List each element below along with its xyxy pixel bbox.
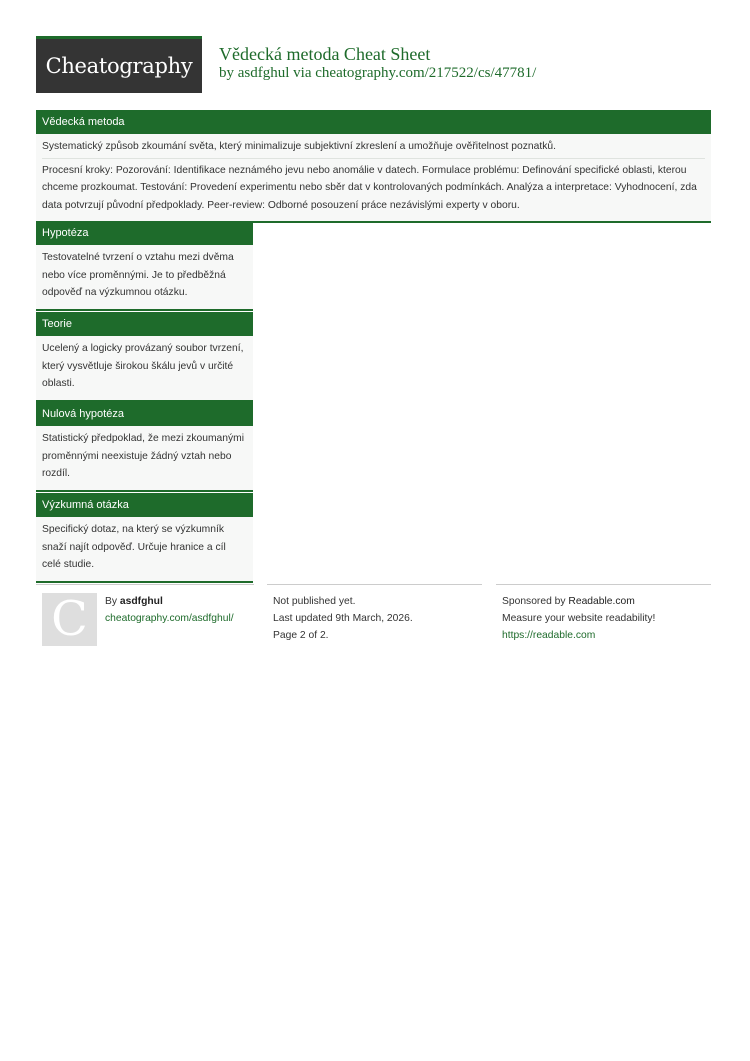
footer-sponsor [496,584,711,644]
sponsor-prefix: Sponsored by [502,596,566,607]
section-row: Specifický dotaz, na který se výzkumník snaží najít odpověď. Určuje hranice a cíl celé studie. [42,524,226,570]
sponsor-name: Readable.com [568,596,635,607]
section-teorie [36,312,253,402]
section-title: Hypotéza [36,221,253,245]
cheatography-logo[interactable] [36,36,202,93]
section-hypoteza [36,221,253,311]
section-vedecka-metoda [36,110,711,223]
author-link[interactable]: asdfghul [237,65,290,81]
avatar: C [42,593,97,646]
section-row: Procesní kroky: Pozorování: Identifikace neznámého jevu nebo anomálie v datech. Formulace problému: Definování specifické oblasti, kterou chceme prozkoumat. Testování: Provedení experimentu nebo sběr dat v kontrolovaných podmínkách. Analýza a interpretace: Vyhodnocení, zda data potvrzují původní předpoklady. Peer-review: Odborné posouzení práce nezávislými experty v oboru. [42,158,705,217]
footer-by: By [105,596,118,607]
section-row: Statistický předpoklad, že mezi zkoumanými proměnnými neexistuje žádný vztah nebo rozdíl. [42,433,245,479]
byline-prefix: by [219,65,234,81]
section-row: Testovatelné tvrzení o vztahu mezi dvěma nebo více proměnnými. Je to předběžná odpověď na výzkumnou otázku. [42,252,234,298]
footer-author-name: asdfghul [119,596,163,607]
byline-via: via [293,65,312,81]
footer-author [36,584,254,647]
footer-author-link[interactable]: cheatography.com/asdfghul/ [105,613,234,624]
section-nulova-hypoteza [36,402,253,492]
logo-text: Cheatography [45,54,193,78]
sponsor-tagline: Measure your website readability! [502,613,656,624]
sheet-url-link[interactable]: cheatography.com/217522/cs/47781/ [315,65,537,81]
footer-status [267,584,482,644]
section-row: Systematický způsob zkoumání světa, který minimalizuje subjektivní zkreslení a umožňuje ověřitelnost poznatků. [42,141,556,152]
page-title: Vědecká metoda Cheat Sheet [219,44,431,64]
section-title: Nulová hypotéza [36,402,253,426]
section-title: Vědecká metoda [36,110,711,134]
section-row: Ucelený a logicky provázaný soubor tvrzení, který vysvětluje širokou škálu jevů v určité oblasti. [42,343,244,389]
published-status: Not published yet. [273,596,356,607]
last-updated: Last updated 9th March, 2026. [273,613,413,624]
byline [219,65,536,82]
section-vyzkumna-otazka [36,493,253,583]
section-title: Teorie [36,312,253,336]
section-title: Výzkumná otázka [36,493,253,517]
page-number: Page 2 of 2. [273,630,329,641]
sponsor-link[interactable]: https://readable.com [502,630,596,641]
